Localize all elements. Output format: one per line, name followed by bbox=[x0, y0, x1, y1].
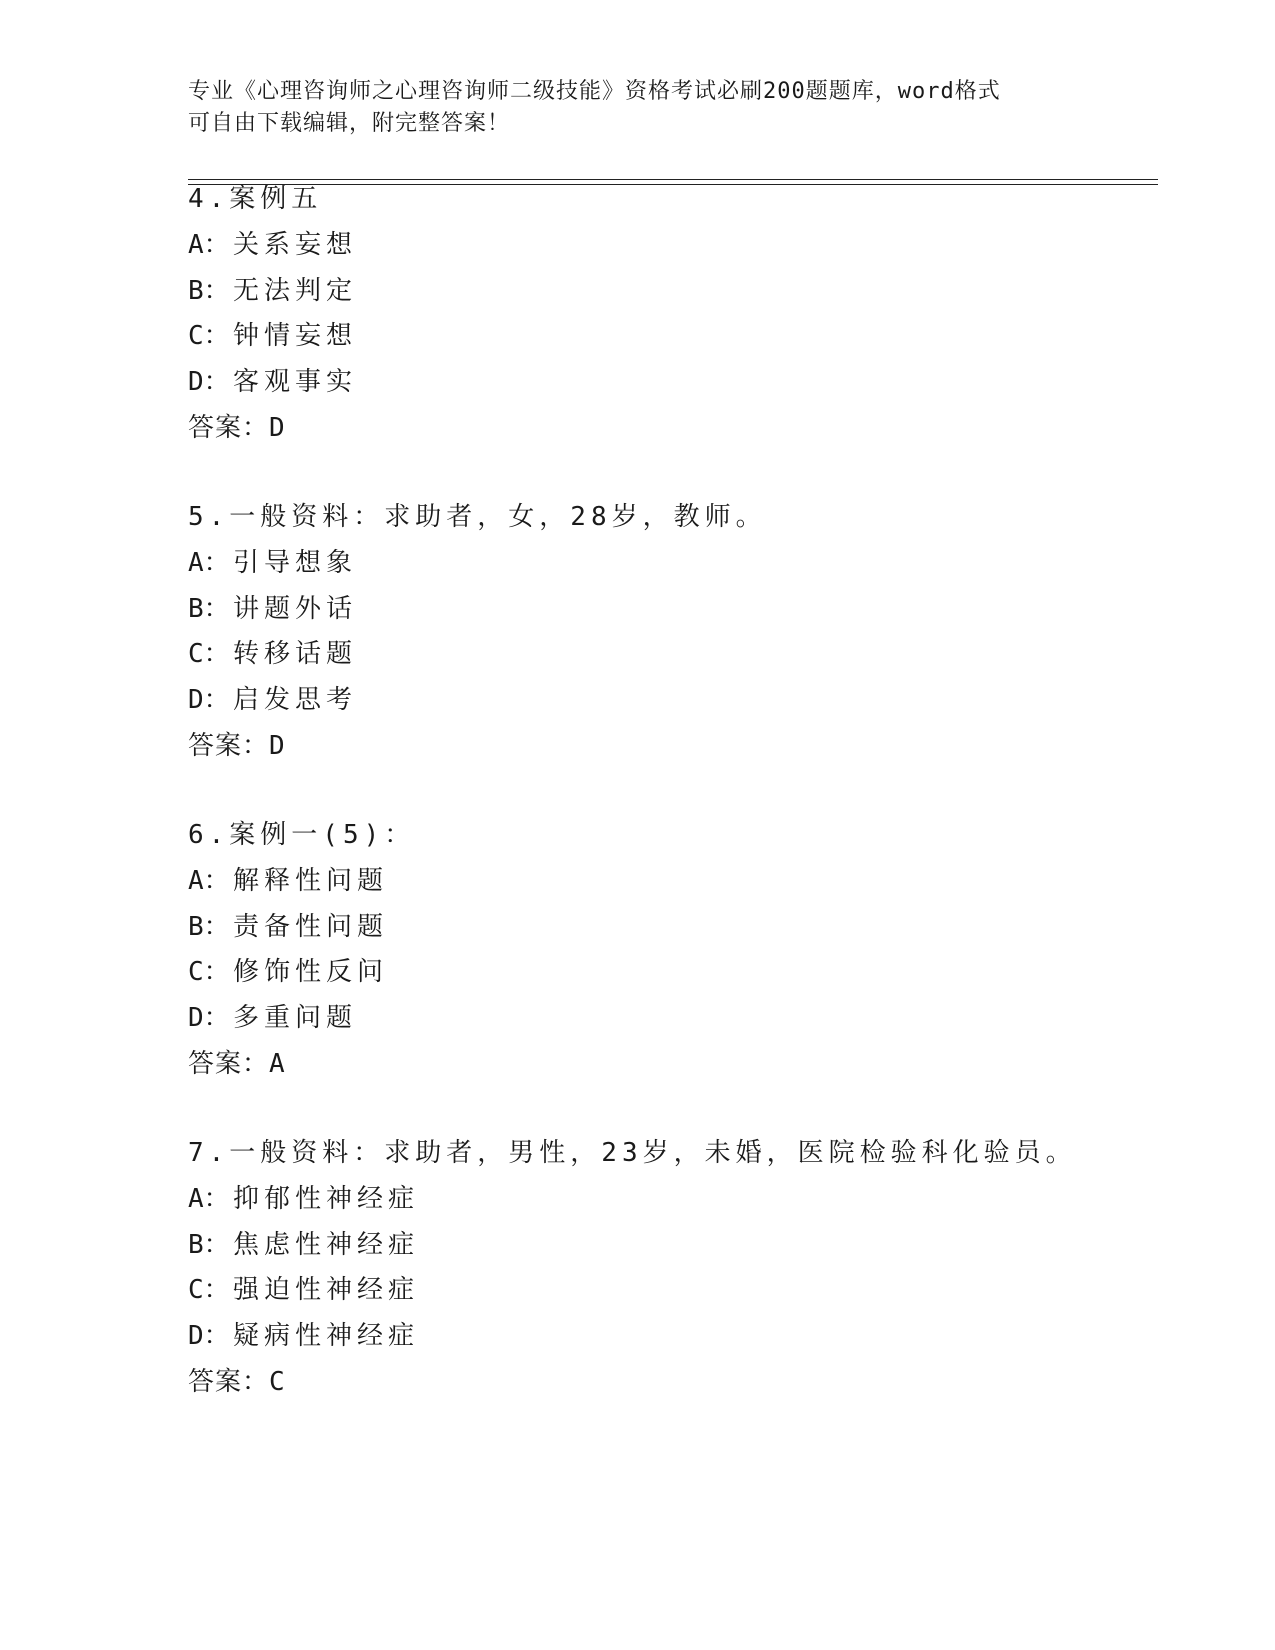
option-key: B： bbox=[188, 1229, 230, 1260]
question-stem: 7.一般资料：求助者，男性，23岁，未婚，医院检验科化验员。 bbox=[188, 1138, 1077, 1168]
option-b bbox=[188, 1223, 1188, 1269]
option-d bbox=[188, 678, 1188, 724]
document-header bbox=[188, 76, 1088, 140]
option-a bbox=[188, 859, 1188, 905]
option-text: 多重问题 bbox=[233, 1003, 358, 1034]
option-text: 焦虑性神经症 bbox=[233, 1229, 420, 1260]
option-key: A： bbox=[188, 865, 230, 896]
header-line-1: 专业《心理咨询师之心理咨询师二级技能》资格考试必刷200题题库，word格式 bbox=[188, 79, 1001, 104]
option-b bbox=[188, 905, 1188, 951]
option-text: 强迫性神经症 bbox=[233, 1275, 420, 1306]
question-5 bbox=[188, 495, 1188, 770]
option-a bbox=[188, 223, 1188, 269]
option-c bbox=[188, 314, 1188, 360]
option-text: 客观事实 bbox=[233, 367, 358, 398]
question-7 bbox=[188, 1131, 1188, 1406]
option-key: D： bbox=[188, 685, 230, 716]
option-key: B： bbox=[188, 593, 230, 624]
option-key: D： bbox=[188, 1003, 230, 1034]
option-text: 修饰性反问 bbox=[233, 957, 389, 988]
answer-line: 答案：A bbox=[188, 1048, 286, 1079]
option-key: C： bbox=[188, 1275, 230, 1306]
option-text: 责备性问题 bbox=[233, 911, 389, 942]
option-text: 抑郁性神经症 bbox=[233, 1183, 420, 1214]
option-c bbox=[188, 950, 1188, 996]
option-key: B： bbox=[188, 275, 230, 306]
option-key: A： bbox=[188, 229, 230, 260]
option-b bbox=[188, 269, 1188, 315]
option-key: D： bbox=[188, 1321, 230, 1352]
option-text: 解释性问题 bbox=[233, 865, 389, 896]
answer-line: 答案：C bbox=[188, 1366, 286, 1397]
option-key: A： bbox=[188, 1183, 230, 1214]
option-text: 启发思考 bbox=[233, 685, 358, 716]
option-b bbox=[188, 587, 1188, 633]
option-key: B： bbox=[188, 911, 230, 942]
option-text: 转移话题 bbox=[233, 639, 358, 670]
question-stem: 6.案例一(5)： bbox=[188, 820, 416, 850]
option-key: C： bbox=[188, 639, 230, 670]
question-stem: 5.一般资料：求助者，女，28岁，教师。 bbox=[188, 502, 767, 532]
answer-line: 答案：D bbox=[188, 730, 286, 761]
answer-line: 答案：D bbox=[188, 412, 286, 443]
option-text: 关系妄想 bbox=[233, 229, 358, 260]
option-text: 无法判定 bbox=[233, 275, 358, 306]
option-text: 讲题外话 bbox=[233, 593, 358, 624]
question-stem: 4.案例五 bbox=[188, 184, 323, 214]
option-key: C： bbox=[188, 957, 230, 988]
option-text: 疑病性神经症 bbox=[233, 1321, 420, 1352]
option-key: D： bbox=[188, 367, 230, 398]
header-line-2: 可自由下载编辑，附完整答案！ bbox=[188, 111, 511, 136]
option-a bbox=[188, 541, 1188, 587]
option-text: 引导想象 bbox=[233, 547, 358, 578]
option-a bbox=[188, 1177, 1188, 1223]
option-c bbox=[188, 1268, 1188, 1314]
option-d bbox=[188, 1314, 1188, 1360]
question-6 bbox=[188, 813, 1188, 1088]
option-text: 钟情妄想 bbox=[233, 321, 358, 352]
question-4 bbox=[188, 177, 1188, 452]
option-c bbox=[188, 632, 1188, 678]
option-key: C： bbox=[188, 321, 230, 352]
option-d bbox=[188, 996, 1188, 1042]
option-key: A： bbox=[188, 547, 230, 578]
option-d bbox=[188, 360, 1188, 406]
